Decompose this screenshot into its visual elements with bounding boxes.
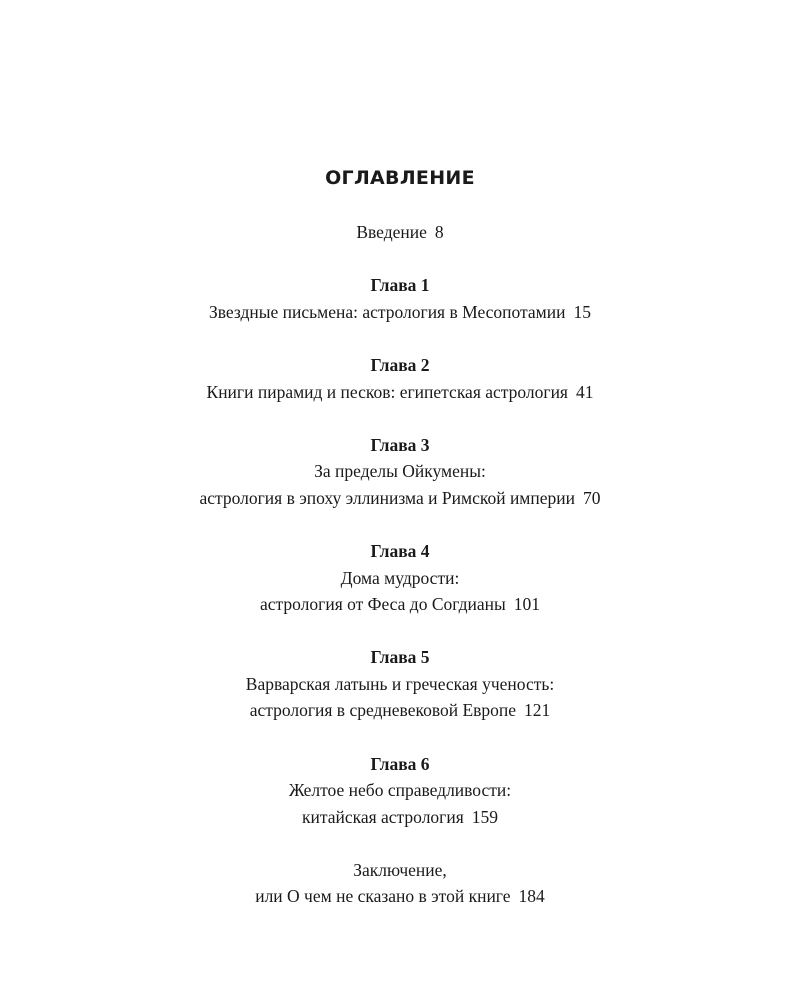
entry-title-line-2: астрология в эпоху эллинизма и Римской империи [199, 487, 575, 508]
table-of-contents [0, 219, 800, 937]
entry-title-line-2: астрология от Феса до Согдианы [260, 594, 506, 615]
entry-title: Звездные письмена: астрология в Месопотамии [209, 301, 566, 322]
entry-title-line-1: Заключение, [353, 859, 447, 880]
toc-entry-conclusion [0, 857, 800, 910]
entry-title-line-1: Желтое небо справедливости: [288, 780, 512, 801]
chapter-label: Глава 6 [370, 753, 430, 774]
entry-title-line-1: Варварская латынь и греческая ученость: [245, 673, 555, 694]
chapter-label: Глава 1 [370, 275, 430, 296]
toc-line [0, 591, 800, 617]
chapter-label: Глава 2 [370, 355, 430, 376]
toc-line [0, 299, 800, 325]
page-number: 121 [524, 700, 551, 721]
page-number: 184 [518, 886, 545, 907]
toc-entry-chapter-2 [0, 352, 800, 405]
entry-title: Введение [356, 222, 427, 242]
toc-entry-chapter-4 [0, 538, 800, 617]
toc-line [0, 804, 800, 830]
toc-entry-intro [0, 219, 800, 245]
entry-title-line-2: или О чем не сказано в этой книге [255, 886, 511, 907]
entry-title-line-2: китайская астрология [301, 806, 464, 827]
entry-title-line-1: За пределы Ойкумены: [314, 461, 486, 482]
toc-line [0, 219, 800, 245]
page-number: 15 [573, 301, 591, 322]
entry-title: Книги пирамид и песков: египетская астрология [206, 381, 568, 402]
page-title: ОГЛАВЛЕНИЕ [325, 167, 475, 189]
entry-title-line-1: Дома мудрости: [340, 567, 460, 588]
toc-entry-chapter-3 [0, 432, 800, 511]
toc-line [0, 697, 800, 723]
chapter-label: Глава 4 [370, 541, 430, 562]
page-number: 41 [575, 381, 594, 402]
entry-title-line-2: астрология в средневековой Европе [249, 700, 517, 721]
chapter-label: Глава 3 [370, 435, 430, 456]
toc-entry-chapter-6 [0, 751, 800, 830]
chapter-label: Глава 5 [370, 647, 430, 668]
toc-entry-chapter-1 [0, 272, 800, 325]
toc-line [0, 883, 800, 909]
toc-entry-chapter-5 [0, 644, 800, 723]
page-number: 8 [434, 222, 444, 242]
toc-line [0, 485, 800, 511]
toc-line [0, 379, 800, 405]
page-number: 70 [583, 487, 601, 508]
page-number: 159 [471, 806, 499, 827]
page-number: 101 [513, 594, 540, 615]
